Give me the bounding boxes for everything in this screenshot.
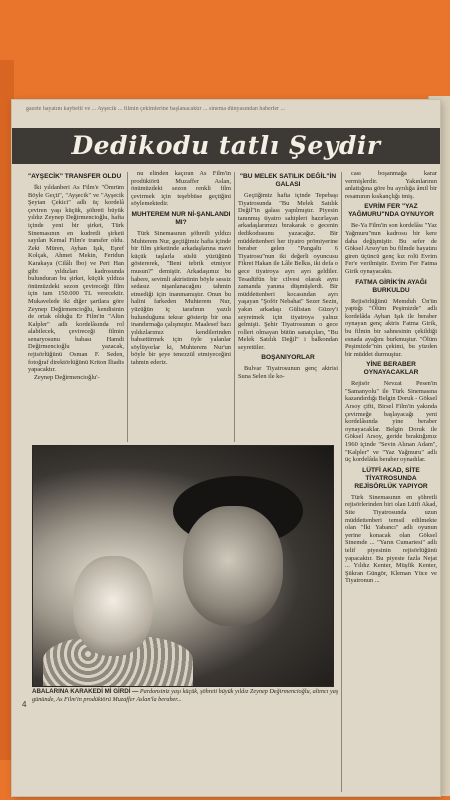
col4-paragraph-2: Rejisörlüğünü Memduh Ün'ün yaptığı "Ölüm Peşimizde" adlı kordelâda Ayhan Işık ile beraber oynayan genç aktris Fatma Girik, bu filmin bir sahnesinin çekildiği esnada ayağını burkmuştur. "Ölüm Peşimizde"nin çekimi, bu yüzden bir müddet durmuştur. <box>345 297 437 358</box>
column-1 <box>28 170 124 445</box>
column-2 <box>131 170 231 445</box>
col3-heading: "BU MELEK SATILIK DEĞİL"İN GALASI <box>239 173 337 188</box>
top-fragment-text: gazete hayatını kaybetti ve ... Ayşecik ... filmin çekimlerine başlanacaktır ... sinema dünyasından haberler ... <box>26 106 286 112</box>
col4-paragraph-4: Türk Sinemasının en şöhretli rejisörlerinden biri olan Lütfi Akad, Site Tiyatrosunda uzun müddettenberi temsil edilmekte olan "İki Yabancı" adlı oyunun yerine konacak olan Göksel Sinemde ... "Yarın Cumartesi" adlı telif piyesinin rejisörlüğünü yapacaktır. Bu piyeste fazla Nejat ... Yıldız Kenter, Müşfik Kenter, Şükran Güngör, Kleman Yüce ve Tiyatronun ... <box>345 493 437 585</box>
col4-heading-3: YİNE BERABER OYNAYACAKLAR <box>363 361 419 377</box>
col2-paragraph: Türk Sinemasının şöhretli yıldızı Muhterem Nur, geçtiğimiz hafta içinde bir film şirketinde arkadaşlarına mavi küçük taşlarla süslü yüzüğünü göstererek, "Beni tebrik etmiyor musun?" demiştir. Arkadaşımız bu habere, sevimli aktristinin böyle sessiz sedasız nişanlanacağını tahmin etmediği için inanmamıştır. Onun bu halini farkeden Muhterem Nur, yüzüğün iç tarafının yazılı bulunduğunu tekrar gösterip bir ona inandırmağa çalışmıştır. Maalesef bazı yıldızlarımız kendilerinden bahsettirmek için öyle yalanlar söylüyorlar ki, Muhterem Nur'un böyle bir şeye tenezzül etmiyeceğini tahmin ederiz. <box>131 229 231 367</box>
photo-child-face <box>73 556 153 656</box>
col4-paragraph: Be-Ya Film'in son kordelâsı "Yaz Yağmuru"nun kadrosu bir kere daha değişmiştir. Bu sefer de Göksel Arsoy'un bu filmde hayatını giren üçüncü genç kız rolü Evrim Fer'e verilmiştir. Evrim Fer Fatma Girik oynayacaktı. <box>345 222 437 275</box>
col1-paragraph: İki yıldanberi As Film'e "Ömrüm Böyle Geçti", "Ayşecik" ve "Ayşecik Şeytan Çekici" adlı üç kordelâ çeviren yaşı küçük, şöhreti büyük yıldız Zeynep Değirmencioğlu, hafta içinde yeni bir şirket, Türk Sinemasının en kudretli şirketi sayılan Kemal Film'e transfer oldu. Zeki Müren, Ayhan Işık, Eşref Kolçak, Ahmet Mekin, Feridun Karakaya (Cilâlı İbo) ve Peri Han gibi yıldızları kadrosunda bulunduran bu şirket, küçük yıldıza önümüzdeki sezon çevireceği film için tam 150.000 TL verecektir. Mukavelede iki diğer şartlara göre Zeynep Değirmencioğlu, kendisinin de ortak olduğu Er Film'in "Altın Kalpler" adlı kordelâsında rol alabilecek, çevireceği filmin senaryosunu babası Hamdi Değirmencioğlu yazacak, rejisörlüğünü Osman F. Seden, fotoğraf direktörlüğünü Kriton İliadis yapacaktır. <box>28 184 124 374</box>
column-3 <box>238 170 338 445</box>
col3-heading-2: BOŞANIYORLAR <box>261 354 315 362</box>
col3-paragraph-2: Bulvar Tiyatrosunun genç aktrisi Suna Selen ile ko- <box>238 365 338 381</box>
col4-paragraph-3: Rejisör Nevzat Pesen'in "Samanyolu" ile Türk Sinemasına kazandırdığı Belgin Doruk - Göksel Arsoy çifti, Birsel Film'in yakında çevirmeğe başlayacağı yeni kordelâsında yine beraber oynayacaklar. Belgin Doruk ile Göksel Arsoy, geride bıraktığımız 1960 içinde "Sevin Alınan Adam", "Kalpler" ve "Yaz Yağmuru" adlı üç kordelâda beraber oynadılar. <box>345 380 437 464</box>
magazine-page <box>12 100 440 796</box>
col1-paragraph: Zeynep Değirmencioğlu'- <box>34 373 100 381</box>
col4-heading-4: LÜTFİ AKAD, SİTE TİYATROSUNDA REJİSÖRLÜK YAPIYOR <box>354 466 428 490</box>
column-rule <box>127 172 128 442</box>
col1-heading: "AYŞECİK" TRANSFER OLDU <box>28 173 122 180</box>
col2-heading: MUHTEREM NUR Nİ-ŞANLANDI MI? <box>131 210 231 226</box>
caption-text: Pardonsiniz yaşı küçük, şöhreti büyük yıldız Zeynep Değirmencioğlu, altıncı yaş gününde, As Film'in prodüktörü Muzaffer Aslan'la beraber... <box>32 688 339 703</box>
col3-paragraph: Geçtiğimiz hafta içinde Tepebaşı Tiyatrosunda "Bu Melek Satılık Değil"in galası yapılmıştır. Piyesin tanınmış tiyatro sahipleri hazırlayan arkadaşlarımızı bırakarak o gecenin dedikodusunu yazacağız. Bir müddettenberi her tiyatro prömiyerine beraber gelen "Pangaltı 6 Tiyatrosu"nun iki değerli oyuncusu Fikret Hakan ile Lâle Belkıs, iki defa o gece tiyatroya ayrı ayrı geldiler. Tesadüfün bir cilvesi olarak aynı zamanda yanına düşmüşlerdi. Bir müddettenberi kocasından ayrı yaşayan "Şoför Nebahat" Sezer Sezin, yakın arkadaşı Gülistan Güzey'i seyretmek için tiyatroya yalnız gelmişti. Şehir Tiyatrosunun o gece rolleri olmayan bütün sanatçıları, "Bu Melek Satılık Değil" i balkondan seyrettiler. <box>238 192 338 351</box>
column-rule <box>234 172 235 442</box>
photo-zeynep-and-producer <box>32 445 334 687</box>
col4-top-paragraph: cası boşanmağa karar vermişlerdir. Yakınlarının anlattığına göre bu ayrılığa âmil bir resamının kıskançlığı imiş. <box>345 170 437 200</box>
col2-top-paragraph: nu elinden kaçıran As Film'in prodüktörü Muzaffer Aslan, önümüzdeki sezon renkli film çevirmek için teşebbüse geçtiğini söylemektedir. <box>131 170 231 208</box>
page-headline: Dedikodu tatlı Şeydir <box>71 131 381 160</box>
col4-heading: EVRİM FER "YAZ YAĞMURU"NDA OYNUYOR <box>348 203 434 219</box>
photo-man-face <box>183 506 283 626</box>
page-number: 4 <box>22 700 27 709</box>
column-4 <box>345 170 437 792</box>
photo-caption <box>32 688 342 718</box>
caption-lead: ABALARINA KARAKEDİ Mİ GİRDİ — <box>32 688 139 695</box>
col4-heading-2: FATMA GİRİK'İN AYAĞI BURKULDU <box>355 278 427 294</box>
